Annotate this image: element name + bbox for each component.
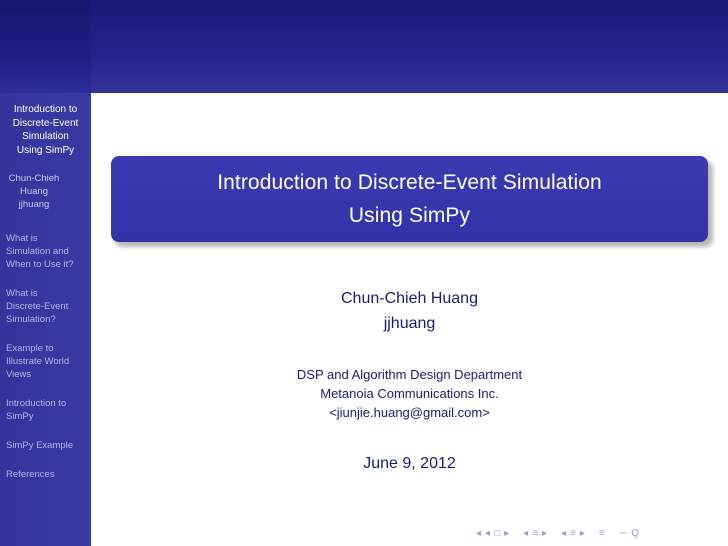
institute-email: <jiunjie.huang@gmail.com> bbox=[329, 405, 490, 420]
presentation-date: June 9, 2012 bbox=[363, 455, 456, 472]
sidebar-title-line: Discrete-Event bbox=[12, 117, 79, 129]
sidebar-item-label: Illustrate World bbox=[6, 356, 70, 367]
sidebar-nav bbox=[6, 232, 90, 497]
sidebar-item-label: References bbox=[6, 469, 55, 480]
sidebar-item-what-is-des[interactable] bbox=[6, 287, 90, 326]
sidebar-item-label: Discrete-Event bbox=[6, 301, 69, 312]
slide-title-line: Using SimPy bbox=[348, 204, 471, 227]
sidebar-item-label: Simulation and bbox=[6, 246, 69, 257]
nav-frame-icon[interactable]: □ bbox=[494, 528, 501, 539]
sidebar-author-line: Chun-Chieh bbox=[8, 173, 60, 184]
slide-title bbox=[111, 156, 708, 232]
sidebar-item-references[interactable] bbox=[6, 468, 90, 481]
nav-search-icon[interactable]: ∽ bbox=[618, 528, 628, 539]
sidebar-item-label: What is bbox=[6, 288, 38, 299]
sidebar-title-line: Simulation bbox=[22, 131, 69, 142]
sidebar-item-intro-simpy[interactable] bbox=[6, 397, 90, 423]
sidebar-author bbox=[3, 172, 65, 211]
sidebar-item-label: SimPy Example bbox=[6, 440, 74, 451]
slide-title-line: Introduction to Discrete-Event Simulation bbox=[217, 171, 602, 194]
nav-subsection-icon[interactable]: ≡ bbox=[570, 528, 576, 539]
sidebar-item-label: What is bbox=[6, 233, 38, 244]
sidebar-header bbox=[0, 0, 91, 93]
sidebar-author-line: jjhuang bbox=[18, 199, 50, 210]
sidebar-item-label: Introduction to bbox=[6, 398, 67, 409]
title-box bbox=[111, 156, 708, 242]
nav-zoom-icon[interactable]: Q bbox=[631, 528, 639, 539]
author-handle: jjhuang bbox=[383, 315, 436, 332]
nav-next-subsection-icon[interactable]: ▸ bbox=[579, 528, 585, 539]
sidebar-item-label: Example to bbox=[6, 343, 54, 354]
sidebar-item-label: Views bbox=[6, 369, 32, 380]
institute-block bbox=[111, 365, 708, 422]
sidebar-item-world-views[interactable] bbox=[6, 342, 90, 381]
institute-department: DSP and Algorithm Design Department bbox=[296, 367, 523, 382]
header-band bbox=[0, 0, 728, 93]
sidebar-title-line: Introduction to bbox=[13, 104, 78, 115]
sidebar-author-line: Huang bbox=[20, 186, 48, 197]
nav-first-icon[interactable]: ◂ bbox=[476, 528, 482, 539]
nav-section-icon[interactable]: ≡ bbox=[532, 528, 539, 539]
sidebar-item-simpy-example[interactable] bbox=[6, 439, 90, 452]
author-block bbox=[111, 286, 708, 336]
sidebar-item-label: Simulation? bbox=[6, 314, 56, 325]
nav-next-icon[interactable]: ▸ bbox=[504, 528, 510, 539]
sidebar bbox=[0, 0, 91, 546]
sidebar-title[interactable] bbox=[3, 103, 88, 157]
sidebar-item-label: When to Use it? bbox=[6, 259, 74, 270]
nav-next-section-icon[interactable]: ▸ bbox=[542, 528, 548, 539]
beamer-navigation bbox=[476, 528, 639, 540]
nav-appendix-icon[interactable]: ≡ bbox=[598, 528, 605, 539]
sidebar-item-what-is-simulation[interactable] bbox=[6, 232, 90, 271]
author-name: Chun-Chieh Huang bbox=[341, 290, 478, 307]
sidebar-item-label: SimPy bbox=[6, 411, 34, 422]
sidebar-title-line: Using SimPy bbox=[16, 144, 75, 156]
nav-prev-subsection-icon[interactable]: ◂ bbox=[561, 528, 567, 539]
nav-prev-icon[interactable]: ◂ bbox=[485, 528, 491, 539]
institute-company: Metanoia Communications Inc. bbox=[320, 386, 499, 401]
nav-prev-section-icon[interactable]: ◂ bbox=[523, 528, 529, 539]
